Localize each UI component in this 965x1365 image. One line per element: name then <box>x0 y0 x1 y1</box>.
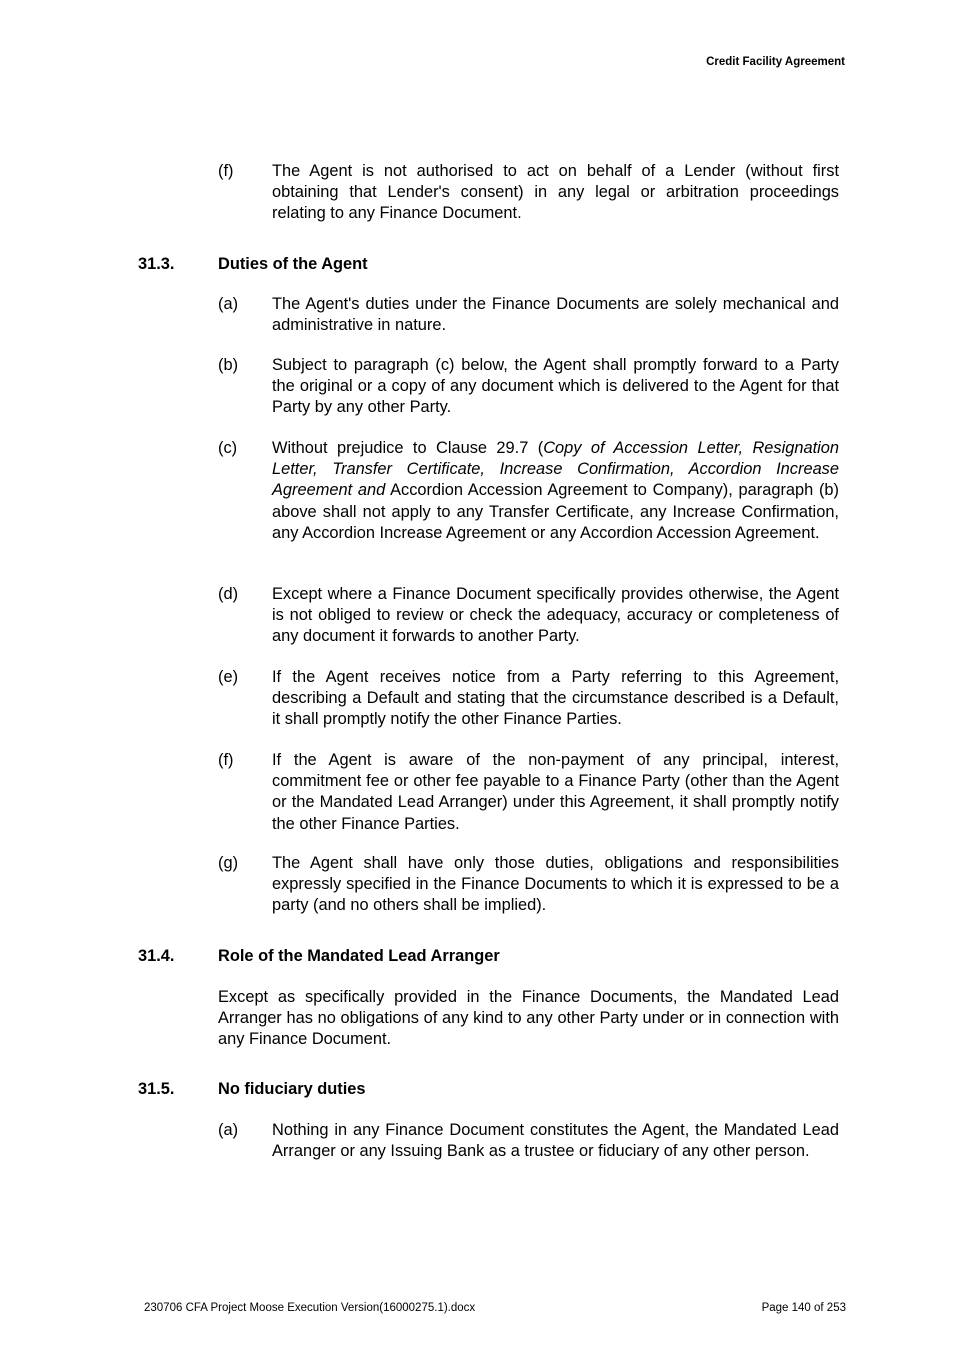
section-number: 31.3. <box>138 255 175 273</box>
section-paragraph: Except as specifically provided in the Finance Documents, the Mandated Lead Arranger has no obligations of any kind to any other Party under or in connection with any Finance Document. <box>218 988 839 1049</box>
item-text-italic: Copy of Accession Letter, Resignation Letter, Transfer Certificate, Increase Confirmation, Accordion Increase Agreement and <box>272 439 840 500</box>
item-text: The Agent shall have only those duties, obligations and responsibilities expressly specified in the Finance Documents to which it is expressed to be a party (and no others shall be implied). <box>272 854 839 915</box>
item-text: If the Agent is aware of the non-payment of any principal, interest, commitment fee or other fee payable to a Finance Party (other than the Agent or the Mandated Lead Arranger) under this Agreement, it shall promptly notify the other Finance Parties. <box>272 751 839 833</box>
item-label: (a) <box>218 295 239 313</box>
section-title: No fiduciary duties <box>218 1080 366 1098</box>
item-label: (f) <box>218 751 234 769</box>
footer-document-name: 230706 CFA Project Moose Execution Version(16000275.1).docx <box>144 1302 476 1314</box>
footer-page-number: Page 140 of 253 <box>761 1302 846 1314</box>
item-label: (e) <box>218 668 239 686</box>
item-text: The Agent is not authorised to act on behalf of a Lender (without first obtaining that Lender's consent) in any legal or arbitration proceedings relating to any Finance Document. <box>272 162 839 223</box>
item-text: Except where a Finance Document specifically provides otherwise, the Agent is not obliged to review or check the adequacy, accuracy or completeness of any document it forwards to another Party. <box>272 585 839 646</box>
item-label: (g) <box>218 854 239 872</box>
item-text-after: Accordion Accession Agreement to Company), paragraph (b) above shall not apply to any Transfer Certificate, any Increase Confirmation, any Accordion Increase Agreement or any Accordion Accession Agreement. <box>272 481 840 542</box>
item-text: If the Agent receives notice from a Party referring to this Agreement, describing a Default and stating that the circumstance described is a Default, it shall promptly notify the other Finance Parties. <box>272 668 839 729</box>
item-label: (b) <box>218 356 239 374</box>
item-text <box>272 438 839 544</box>
item-label: (c) <box>218 439 238 457</box>
item-label: (d) <box>218 585 239 603</box>
section-number: 31.4. <box>138 947 175 965</box>
item-text-before: Without prejudice to Clause 29.7 ( <box>272 439 544 457</box>
section-number: 31.5. <box>138 1080 175 1098</box>
section-title: Role of the Mandated Lead Arranger <box>218 947 500 965</box>
running-header: Credit Facility Agreement <box>706 56 845 68</box>
item-label: (a) <box>218 1121 239 1139</box>
item-text: Nothing in any Finance Document constitutes the Agent, the Mandated Lead Arranger or any Issuing Bank as a trustee or fiduciary of any other person. <box>272 1121 839 1161</box>
item-label: (f) <box>218 162 234 180</box>
item-text: The Agent's duties under the Finance Documents are solely mechanical and administrative in nature. <box>272 295 839 335</box>
item-text: Subject to paragraph (c) below, the Agent shall promptly forward to a Party the original or a copy of any document which is delivered to the Agent for that Party by any other Party. <box>272 356 839 417</box>
section-title: Duties of the Agent <box>218 255 368 273</box>
